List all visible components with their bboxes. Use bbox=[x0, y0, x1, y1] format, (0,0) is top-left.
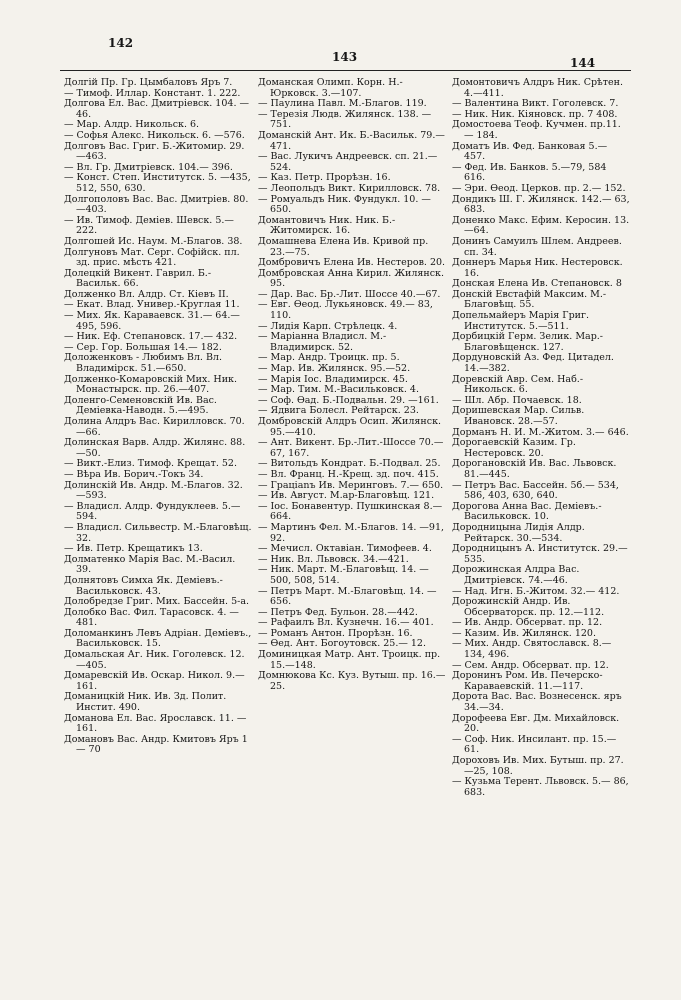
directory-entry: Доннеръ Марья Ник. Нестеровск. 16. bbox=[452, 257, 623, 279]
directory-entry: Доришевская Мар. Сильв. Ивановск. 28.—57. bbox=[452, 405, 585, 427]
page-number-left: 142 bbox=[108, 36, 134, 50]
directory-entry: — Мартинъ Фел. М.-Благов. 14. —91, 92. bbox=[258, 521, 445, 544]
directory-entry: Долобредзе Григ. Мих. Бассейн. 5-а. bbox=[64, 596, 250, 608]
directory-entry: — Ник. Еф. Степановск. 17.— 432. bbox=[64, 331, 238, 343]
directory-entry: — Викт.-Елиз. Тимоф. Крещат. 52. bbox=[64, 458, 237, 470]
directory-entry: — Каз. Петр. Прорѣзн. 16. bbox=[258, 172, 391, 184]
directory-entry: Долнятовъ Симха Як. Деміевъ.-Васильковск. 43. bbox=[64, 574, 223, 597]
directory-entry: Домановъ Вас. Андр. Кмитовъ Яръ 1 — 70 bbox=[64, 733, 248, 756]
directory-entry: — Петръ Вас. Бассейн. 5б.— 534, 586, 403, 630, 640. bbox=[452, 479, 619, 502]
directory-entry: — Валентина Викт. Гоголевск. 7. bbox=[452, 98, 619, 110]
directory-entry: Долматенко Марiя Вас. М.-Васил. 39. bbox=[64, 553, 236, 576]
directory-entry: — Терезiя Людв. Жилянск. 138. —751. bbox=[258, 108, 432, 131]
directory-entry: — Ив. Андр. Обсерват. пр. 12. bbox=[452, 617, 603, 629]
directory-entry: Дородницына Лидiя Алдр. Рейтарск. 30.—534. bbox=[452, 521, 585, 544]
column-left bbox=[64, 78, 252, 756]
directory-entry: — Казим. Ив. Жилянск. 120. bbox=[452, 627, 596, 639]
directory-entry: Домбровская Анна Кирил. Жилянск. 95. bbox=[258, 267, 444, 290]
directory-entry: — Романъ Антон. Прорѣзн. 16. bbox=[258, 627, 413, 639]
directory-entry: Долинская Варв. Алдр. Жилянс. 88.—50. bbox=[64, 437, 246, 459]
directory-entry: — Леопольдъ Викт. Кирилловск. 78. bbox=[258, 182, 441, 194]
directory-entry: — Ник. Вл. Львовск. 34.—421. bbox=[258, 553, 409, 565]
directory-entry: — Паулина Павл. М.-Благов. 119. bbox=[258, 98, 427, 110]
directory-entry: — Владисл. Алдр. Фундуклеев. 5.—594. bbox=[64, 500, 241, 523]
directory-entry: — Кузьма Терент. Львовск. 5.— 86, 683. bbox=[452, 776, 629, 798]
directory-entry: — Марiя Іос. Владимирск. 45. bbox=[258, 373, 408, 385]
directory-entry: Долгуновъ Мат. Серг. Софiйск. пл. зд. прис. мѣсть 421. bbox=[64, 246, 240, 269]
directory-entry: — Петръ Март. М.-Благовѣщ. 14. —656. bbox=[258, 585, 437, 608]
directory-entry: Домантовичъ Ник. Ник. Б.-Житомирск. 16. bbox=[258, 214, 396, 237]
directory-entry: — Ромуальдъ Ник. Фундукл. 10. —650. bbox=[258, 193, 431, 216]
directory-entry: — Марiанна Владисл. М.-Владимирск. 52. bbox=[258, 331, 387, 353]
directory-entry: Дорбицкiй Герм. Зелик. Мар.-Благовѣщенск. 127. bbox=[452, 331, 604, 353]
page-number-right: 144 bbox=[570, 56, 596, 70]
directory-entry: — Вас. Лукичъ Андреевск. сп. 21.—524. bbox=[258, 151, 438, 173]
directory-entry: Доломанкинъ Левъ Адрiан. Деміевъ., Васильковск. 15. bbox=[64, 627, 252, 650]
directory-entry: Долобко Вас. Фил. Тарасовск. 4. —481. bbox=[64, 606, 239, 629]
directory-entry: — Дар. Вас. Бр.-Лит. Шоссе 40.—67. bbox=[258, 288, 441, 300]
directory-entry: Доронинъ Ром. Ив. Печерско-Караваевскiй. 11.—117. bbox=[452, 670, 603, 692]
directory-entry: Долгополовъ Вас. Вас. Дмитрiев. 80.—403. bbox=[64, 193, 249, 216]
page-number-middle: 143 bbox=[332, 50, 358, 64]
directory-entry: Дороховъ Ив. Мих. Бутыш. пр. 27.—25, 108. bbox=[452, 755, 624, 777]
directory-entry: Долженко-Комаровскiй Мих. Ник. Монастырск. пр. 26.—407. bbox=[64, 373, 237, 396]
directory-entry: Долинскiй Ив. Андр. М.-Благов. 32.—593. bbox=[64, 479, 243, 502]
directory-entry: Дорогановскiй Ив. Вас. Львовск. 81.—445. bbox=[452, 458, 617, 480]
directory-entry: — Над. Игн. Б.-Житом. 32.— 412. bbox=[452, 585, 620, 597]
directory-entry: — Соф. Өад. Б.-Подвальн. 29. —161. bbox=[258, 394, 439, 406]
directory-entry: Дорогова Анна Вас. Деміевъ.-Васильковск. 10. bbox=[452, 500, 602, 523]
directory-entry: — Мар. Тим. М.-Васильковск. 4. bbox=[258, 384, 419, 396]
directory-entry: Доманова Ел. Вас. Ярославск. 11. —161. bbox=[64, 712, 247, 735]
directory-entry: Дородницынъ А. Институтск. 29.— 535. bbox=[452, 543, 628, 565]
directory-entry: Донскiй Евстафiй Максим. М.-Благовѣщ. 55. bbox=[452, 288, 607, 311]
directory-entry: Дордуновскiй Аз. Фед. Цитадел. 14.—382. bbox=[452, 352, 614, 375]
directory-entry: — Владисл. Сильвестр. М.-Благовѣщ. 32. bbox=[64, 521, 252, 544]
directory-entry: — Сем. Андр. Обсерват. пр. 12. bbox=[452, 659, 609, 671]
directory-entry: Доложенковъ - Любимъ Вл. Вл. Владимiрск. 51.—650. bbox=[64, 352, 222, 375]
directory-entry: — Петръ Фед. Бульон. 28.—442. bbox=[258, 606, 418, 618]
directory-entry: Доманскiй Ант. Ик. Б.-Васильк. 79.—471. bbox=[258, 129, 445, 152]
directory-entry: Доленго-Семеновскiй Ив. Вас. Демiевка-Наводн. 5.—495. bbox=[64, 394, 217, 417]
header-rule bbox=[60, 70, 631, 71]
directory-entry: — Ив. Петр. Крещатикъ 13. bbox=[64, 543, 203, 555]
directory-entry: — Софья Алекс. Никольск. 6. —576. bbox=[64, 129, 245, 141]
directory-entry: Долгошей Ис. Наум. М.-Благов. 38. bbox=[64, 235, 243, 247]
directory-entry: Долженко Вл. Алдр. Ст. Кiевъ II. bbox=[64, 288, 229, 300]
directory-entry: — Ив. Тимоф. Деміев. Шевск. 5.—222. bbox=[64, 214, 234, 237]
directory-entry: — Ант. Викент. Бр.-Лит.-Шоссе 70.—67, 167. bbox=[258, 437, 444, 459]
directory-entry: Домонтовичъ Алдръ Ник. Срѣтен. 4.—411. bbox=[452, 77, 624, 99]
directory-entry: Домостоева Теоф. Кучмен. пр.11.— 184. bbox=[452, 119, 621, 141]
directory-entry: Доманицкiй Ник. Ив. Зд. Полит. Инстит. 490. bbox=[64, 691, 227, 714]
column-middle bbox=[258, 78, 446, 692]
directory-entry: — Мар. Ив. Жилянск. 95.—52. bbox=[258, 363, 411, 375]
directory-entry: — Ник. Март. М.-Благовѣщ. 14. —500, 508, 514. bbox=[258, 564, 429, 586]
directory-entry: Долговъ Вас. Григ. Б.-Житомир. 29.—463. bbox=[64, 140, 245, 163]
directory-entry: — Ник. Ник. Кiяновск. пр. 7 408. bbox=[452, 108, 618, 120]
directory-entry: — Тимоф. Иллар. Констант. 1. 222. bbox=[64, 87, 241, 99]
directory-entry: — Өед. Ант. Богоутовск. 25.— 12. bbox=[258, 638, 426, 650]
directory-entry: — Эри. Өеод. Церков. пр. 2.— 152. bbox=[452, 182, 626, 194]
directory-entry: — Шл. Абр. Почаевск. 18. bbox=[452, 394, 582, 406]
directory-entry: — Іос. Бонавентур. Пушкинская 8.—664. bbox=[258, 500, 443, 523]
directory-entry: — Вл. Гр. Дмитрiевск. 104.— 396. bbox=[64, 161, 233, 173]
directory-entry: Доминицкая Матр. Ант. Троицк. пр. 15.—148. bbox=[258, 649, 441, 671]
directory-entry: Дорожинская Алдра Вас. Дмитрiевск. 74.—46. bbox=[452, 564, 580, 586]
directory-entry: Доманская Олимп. Корн. Н.-Юрковск. 3.—107. bbox=[258, 77, 403, 99]
directory-entry: — Фед. Ив. Банков. 5.—79, 584 616. bbox=[452, 161, 607, 184]
directory-entry: Дорожинскiй Андр. Ив. Обсерваторск. пр. 12.—112. bbox=[452, 596, 605, 618]
directory-entry: Домаревскiй Ив. Оскар. Никол. 9.—161. bbox=[64, 670, 245, 692]
column-right bbox=[452, 78, 630, 798]
directory-entry: Донская Елена Ив. Степановск. 8 bbox=[452, 278, 622, 290]
directory-entry: Домбровскiй Алдръ Осип. Жилянск. 95.—410. bbox=[258, 416, 442, 438]
directory-entry: Домальская Аг. Ник. Гоголевск. 12.—405. bbox=[64, 649, 245, 671]
directory-entry: — Сер. Гор. Большая 14.— 182. bbox=[64, 341, 222, 353]
directory-entry: — Грацianъ Ив. Меринговъ. 7.— 650. bbox=[258, 479, 444, 491]
directory-entry: Дорота Вас. Вас. Вознесенск. яръ 34.—34. bbox=[452, 691, 622, 714]
directory-entry: Донинъ Самуилъ Шлем. Андреев. сп. 34. bbox=[452, 235, 622, 258]
directory-entry: Долгова Ел. Вас. Дмитрiевск. 104. —46. bbox=[64, 98, 249, 120]
directory-entry: — Конст. Степ. Институтск. 5. —435, 512, 550, 630. bbox=[64, 172, 251, 194]
directory-entry: — Ядвига Болесл. Рейтарск. 23. bbox=[258, 405, 419, 417]
directory-entry: Долина Алдръ Вас. Кирилловск. 70.—66. bbox=[64, 416, 245, 438]
directory-entry: Дорогаевскiй Казим. Гр. Нестеровск. 20. bbox=[452, 437, 576, 459]
directory-entry: — Витольдъ Кондрат. Б.-Подвал. 25. bbox=[258, 458, 441, 470]
directory-entry: — Вѣра Ив. Борич.-Токъ 34. bbox=[64, 468, 204, 480]
directory-entry: — Вл. Франц. Н.-Крещ. зд. поч. 415. bbox=[258, 468, 439, 480]
directory-entry: — Рафаилъ Вл. Кузнечн. 16.— 401. bbox=[258, 617, 434, 629]
directory-entry: Домнюкова Кс. Куз. Вутыш. пр. 16.—25. bbox=[258, 670, 446, 692]
directory-entry: — Ив. Август. М.ар-Благовѣщ. 121. bbox=[258, 490, 435, 502]
directory-entry: Дорофеева Евг. Дм. Михайловск. 20. bbox=[452, 712, 620, 735]
directory-entry: — Мар. Андр. Троицк. пр. 5. bbox=[258, 352, 400, 364]
directory-entry: — Мих. Андр. Святославск. 8.— 134, 496. bbox=[452, 638, 612, 661]
directory-entry: — Екат. Влад. Универ.-Круглая 11. bbox=[64, 299, 240, 311]
directory-entry: Допельмайеръ Марiя Григ. Институтск. 5.—511. bbox=[452, 310, 589, 332]
directory-entry: — Лидiя Карп. Стрѣлецк. 4. bbox=[258, 320, 398, 332]
directory-entry: Доненко Макс. Ефим. Керосин. 13.—64. bbox=[452, 214, 630, 237]
directory-entry: — Евг. Өеод. Лукьяновск. 49.— 83, 110. bbox=[258, 299, 433, 322]
directory-entry: — Мечисл. Октавiан. Тимофеев. 4. bbox=[258, 543, 432, 555]
directory-entry: — Мих. Як. Караваевск. 31.— 64.—495, 596. bbox=[64, 310, 240, 332]
directory-entry: Домбровичъ Елена Ив. Нестеров. 20. bbox=[258, 257, 446, 269]
directory-entry: Долгiй Пр. Гр. Цымбаловъ Яръ 7. bbox=[64, 77, 233, 88]
directory-entry: Доматъ Ив. Фед. Банковая 5.— 457. bbox=[452, 140, 608, 163]
directory-entry: Дорманъ Н. И. М.-Житом. 3.— 646. bbox=[452, 426, 629, 438]
directory-entry: Дондикъ Ш. Г. Жилянск. 142.— 63, 683. bbox=[452, 193, 630, 216]
directory-entry: Долецкiй Викент. Гаврил. Б.-Васильк. 66. bbox=[64, 267, 212, 290]
directory-entry: — Мар. Алдр. Никольск. 6. bbox=[64, 119, 200, 131]
directory-entry: Домашнева Елена Ив. Кривой пр. 23.—75. bbox=[258, 235, 429, 258]
directory-entry: Доревскiй Авр. Сем. Наб.-Никольск. 6. bbox=[452, 373, 584, 396]
directory-entry: — Соф. Ник. Инсилант. пр. 15.— 61. bbox=[452, 733, 617, 756]
